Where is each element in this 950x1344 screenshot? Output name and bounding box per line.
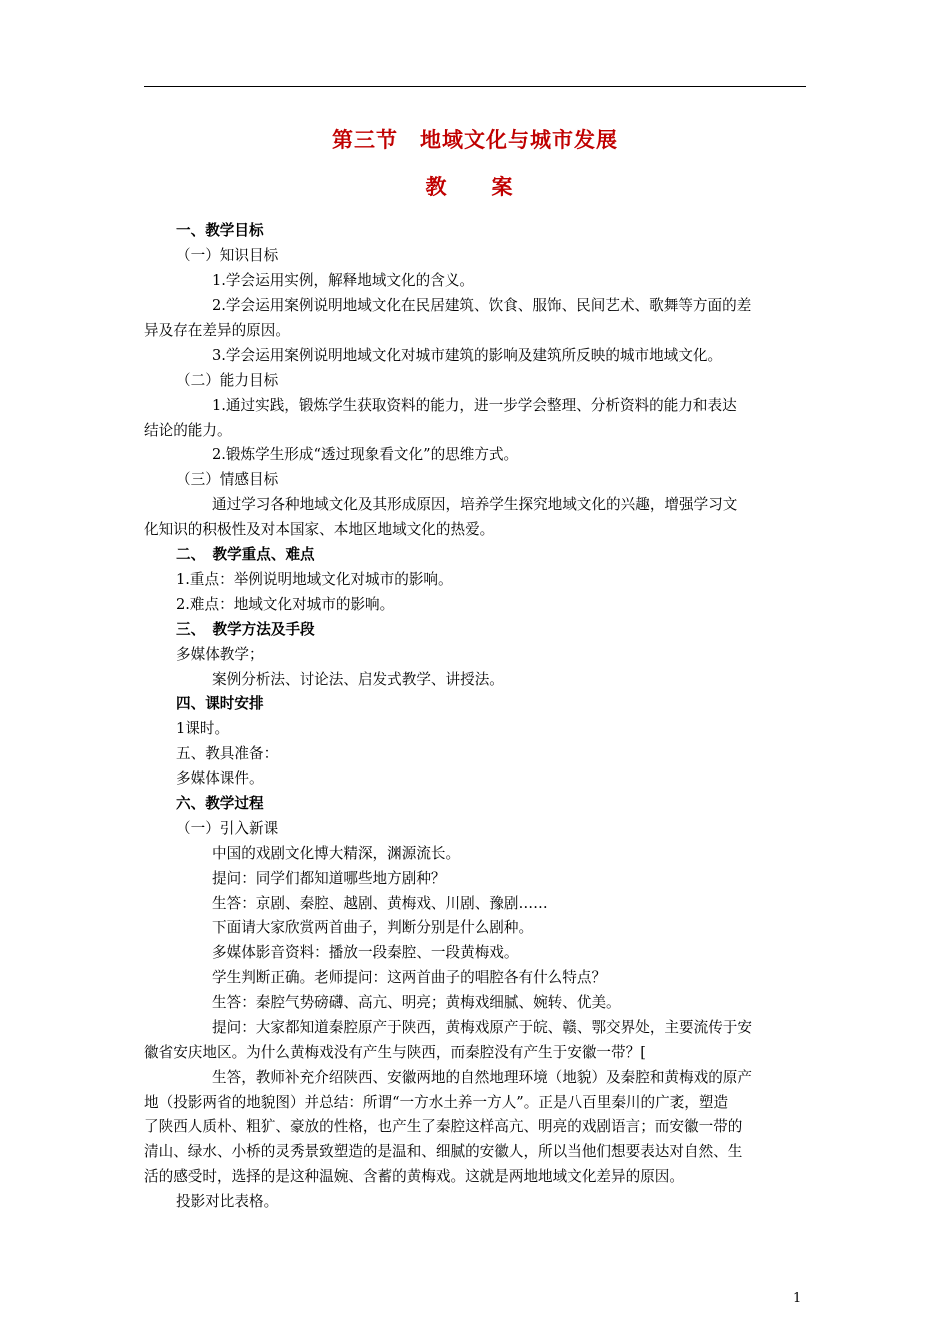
body-line: 生答：秦腔气势磅礴、高亢、明亮；黄梅戏细腻、婉转、优美。	[212, 994, 621, 1011]
body-line: 2.锻炼学生形成“透过现象看文化”的思维方式。	[212, 446, 519, 463]
page-number: 1	[793, 1291, 802, 1306]
body-line: 异及存在差异的原因。	[144, 322, 290, 339]
subsection-heading: （一）引入新课	[176, 820, 279, 837]
body-line: 多媒体教学；	[176, 646, 264, 663]
body-line: 中国的戏剧文化博大精深，渊源流长。	[212, 845, 461, 862]
body-line: 1课时。	[176, 720, 230, 737]
body-line: 清山、绿水、小桥的灵秀景致塑造的是温和、细腻的安徽人，所以当他们想要表达对自然、生	[144, 1143, 743, 1160]
body-line: 通过学习各种地域文化及其形成原因，培养学生探究地域文化的兴趣，增强学习文	[212, 496, 738, 513]
body-line: 化知识的积极性及对本国家、本地区地域文化的热爱。	[144, 521, 495, 538]
body-line: 结论的能力。	[144, 422, 232, 439]
body-line: 1.重点：举例说明地域文化对城市的影响。	[176, 571, 453, 588]
body-line: 徽省安庆地区。为什么黄梅戏没有产生与陕西，而秦腔没有产生于安徽一带？[	[144, 1044, 646, 1061]
section-heading-1: 一、教学目标	[176, 222, 264, 239]
body-line: 3.学会运用案例说明地域文化对城市建筑的影响及建筑所反映的城市地域文化。	[212, 347, 723, 364]
section-heading-6: 六、教学过程	[176, 795, 264, 812]
body-line: 生答：京剧、秦腔、越剧、黄梅戏、川剧、豫剧……	[212, 895, 548, 912]
body-line: 了陕西人质朴、粗犷、豪放的性格，也产生了秦腔这样高亢、明亮的戏剧语言；而安徽一带的	[144, 1118, 743, 1135]
header-rule	[144, 86, 806, 87]
body-line: 提问：同学们都知道哪些地方剧种？	[212, 870, 446, 887]
body-line: 2.难点：地域文化对城市的影响。	[176, 596, 395, 613]
body-line: 活的感受时，选择的是这种温婉、含蓄的黄梅戏。这就是两地地域文化差异的原因。	[144, 1168, 684, 1185]
body-line: 下面请大家欣赏两首曲子，判断分别是什么剧种。	[212, 919, 534, 936]
page-title: 第三节 地域文化与城市发展	[332, 128, 618, 152]
body-line: 1.通过实践，锻炼学生获取资料的能力，进一步学会整理、分析资料的能力和表达	[212, 397, 737, 414]
body-line: 2.学会运用案例说明地域文化在民居建筑、饮食、服饰、民间艺术、歌舞等方面的差	[212, 297, 752, 314]
body-line: 生答，教师补充介绍陕西、安徽两地的自然地理环境（地貌）及秦腔和黄梅戏的原产	[212, 1069, 752, 1086]
body-line: 提问：大家都知道秦腔原产于陕西，黄梅戏原产于皖、赣、鄂交界处，主要流传于安	[212, 1019, 752, 1036]
section-heading-5: 五、教具准备：	[176, 745, 279, 762]
page-subtitle: 教 案	[425, 175, 525, 199]
body-line: 案例分析法、讨论法、启发式教学、讲授法。	[212, 671, 504, 688]
section-heading-2: 二、 教学重点、难点	[176, 546, 315, 563]
subsection-heading: （二）能力目标	[176, 372, 279, 389]
body-line: 1.学会运用实例，解释地域文化的含义。	[212, 272, 475, 289]
subsection-heading: （三）情感目标	[176, 471, 279, 488]
body-line: 学生判断正确。老师提问：这两首曲子的唱腔各有什么特点？	[212, 969, 607, 986]
body-line: 多媒体影音资料：播放一段秦腔、一段黄梅戏。	[212, 944, 519, 961]
body-line: 多媒体课件。	[176, 770, 264, 787]
section-heading-3: 三、 教学方法及手段	[176, 621, 315, 638]
subsection-heading: （一）知识目标	[176, 247, 279, 264]
section-heading-4: 四、课时安排	[176, 695, 264, 712]
body-line: 地（投影两省的地貌图）并总结：所谓“一方水土养一方人”。正是八百里秦川的广袤，塑造	[144, 1094, 729, 1111]
body-line: 投影对比表格。	[176, 1193, 279, 1210]
